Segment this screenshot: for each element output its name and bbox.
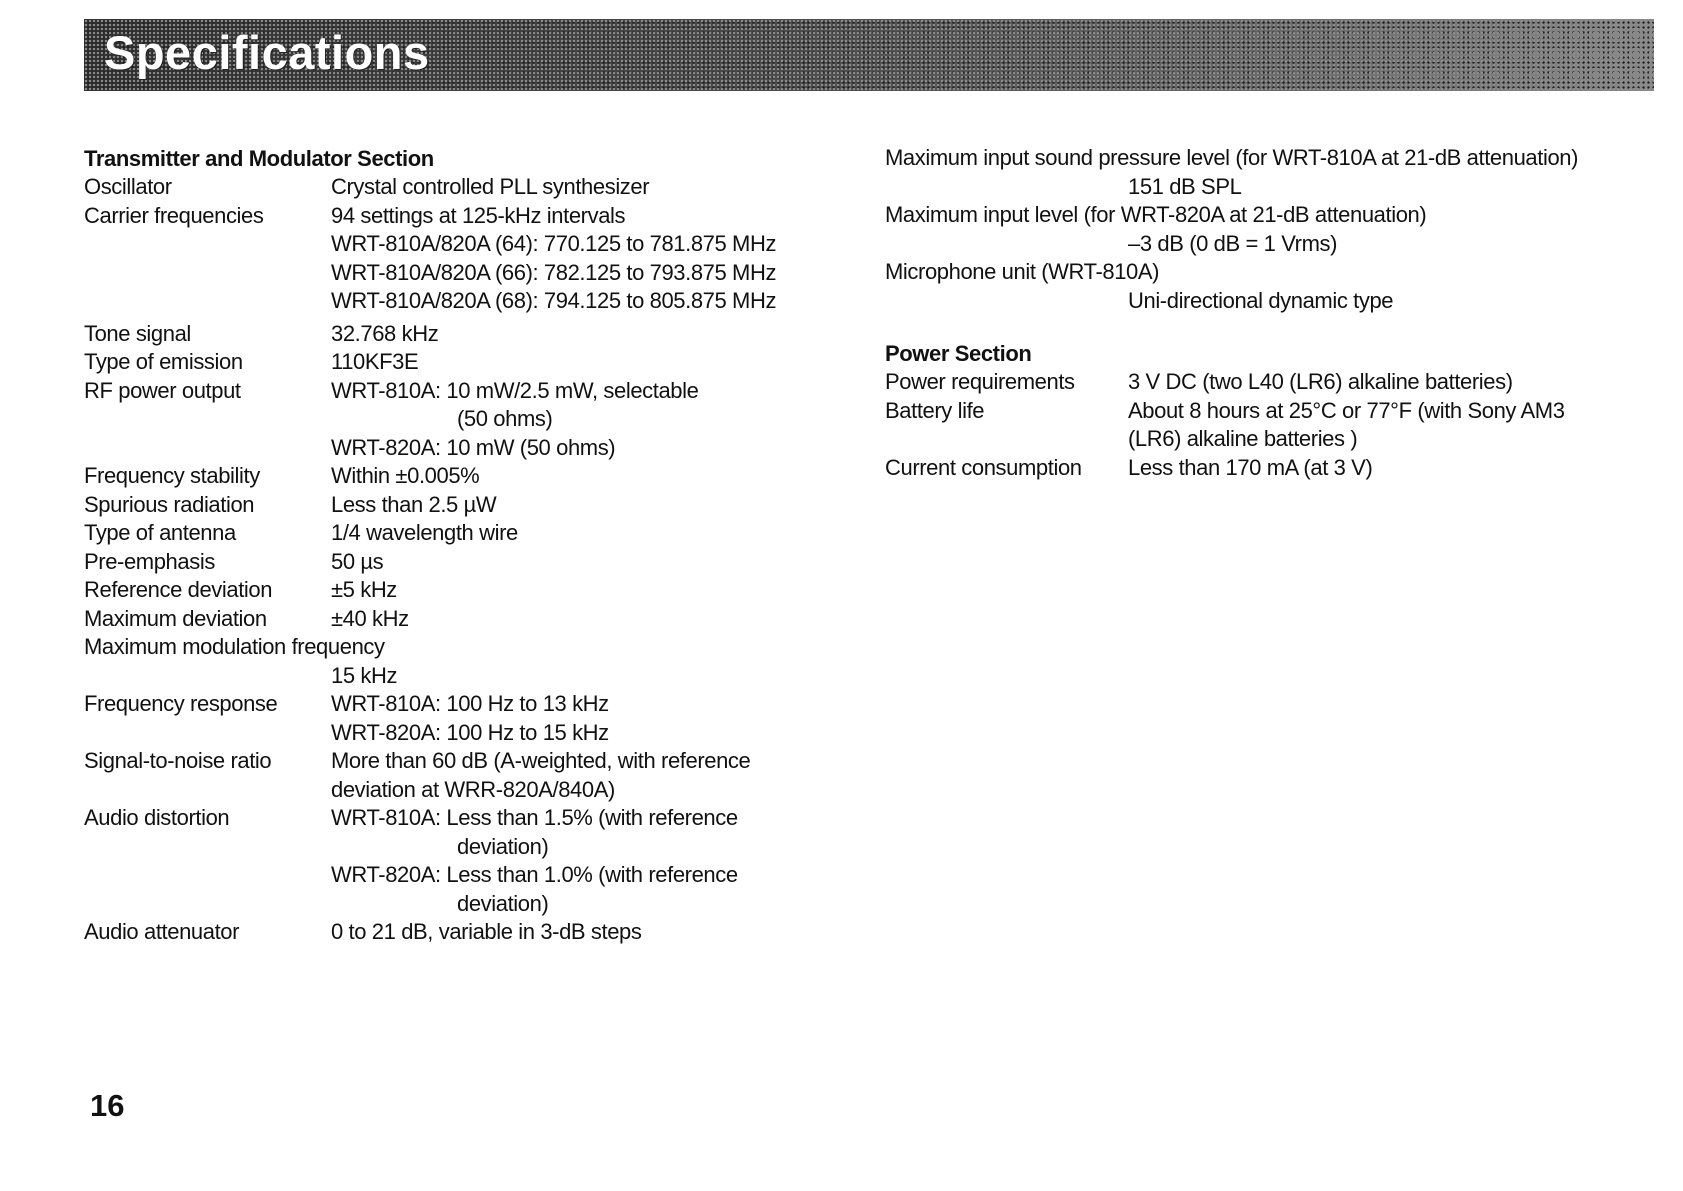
spec-row-tone-signal	[84, 320, 844, 349]
spec-row-spurious-radiation	[84, 491, 844, 520]
spec-label: Battery life	[885, 397, 985, 423]
spec-label: Reference deviation	[84, 577, 273, 602]
spec-label: Maximum input sound pressure level (for WRT-810A at 21-dB attenuation)	[885, 145, 1579, 170]
spec-label: Maximum input level (for WRT-820A at 21-dB attenuation)	[885, 202, 1427, 227]
section-title: Transmitter and Modulator Section	[84, 146, 434, 171]
spec-label: Frequency stability	[84, 463, 260, 488]
spec-label: RF power output	[84, 377, 241, 403]
spec-label: Maximum deviation	[84, 605, 267, 631]
page-number: 16	[90, 1088, 125, 1123]
spec-value: Less than 170 mA (at 3 V)	[1128, 454, 1373, 480]
spec-value: (LR6) alkaline batteries )	[1128, 426, 1358, 451]
spec-value: 151 dB SPL	[1128, 173, 1242, 199]
spec-label: Signal-to-noise ratio	[84, 748, 272, 773]
spec-value: Crystal controlled PLL synthesizer	[331, 174, 650, 199]
spec-value: 3 V DC (two L40 (LR6) alkaline batteries)	[1128, 369, 1513, 394]
spec-label: Microphone unit (WRT-810A)	[885, 259, 1160, 284]
spec-row-audio-attenuator	[84, 918, 844, 947]
input-and-power-section	[885, 144, 1645, 482]
spec-row-frequency-stability	[84, 462, 844, 491]
spec-label: Type of emission	[84, 349, 243, 374]
spec-label: Carrier frequencies	[84, 202, 264, 228]
spec-value: –3 dB (0 dB = 1 Vrms)	[1128, 230, 1338, 256]
spec-row-rf-power-output	[84, 377, 844, 463]
spec-value: ±5 kHz	[331, 577, 397, 602]
spec-value: 110KF3E	[331, 349, 419, 374]
spec-row-battery-life	[885, 397, 1645, 454]
section-title: Power Section	[885, 341, 1032, 366]
spec-row-pre-emphasis	[84, 548, 844, 577]
spec-value: (50 ohms)	[457, 406, 553, 431]
spec-label: Audio attenuator	[84, 919, 240, 944]
spec-row-signal-to-noise-ratio	[84, 747, 844, 804]
spec-value: 0 to 21 dB, variable in 3-dB steps	[331, 919, 642, 944]
spec-label: Tone signal	[84, 320, 191, 346]
spec-value: WRT-810A: Less than 1.5% (with reference	[331, 805, 738, 830]
transmitter-section	[84, 144, 844, 947]
spec-row-microphone-unit	[885, 258, 1645, 315]
spec-label: Power requirements	[885, 369, 1075, 394]
spec-value: WRT-820A: Less than 1.0% (with reference	[331, 862, 738, 887]
spec-value: deviation at WRR-820A/840A)	[331, 776, 615, 802]
spec-row-audio-distortion	[84, 804, 844, 918]
spec-label: Frequency response	[84, 691, 278, 716]
spec-row-power-requirements	[885, 368, 1645, 397]
spec-label: Pre-emphasis	[84, 548, 215, 574]
spec-row-type-of-antenna	[84, 519, 844, 548]
spec-label: Current consumption	[885, 454, 1082, 480]
spec-value: WRT-810A/820A (64): 770.125 to 781.875 MHz	[331, 231, 777, 256]
spec-value: 1/4 wavelength wire	[331, 520, 518, 545]
spec-value: More than 60 dB (A-weighted, with reference	[331, 748, 751, 773]
spec-value: WRT-810A/820A (66): 782.125 to 793.875 MHz	[331, 259, 777, 285]
page-header-banner	[84, 19, 1654, 91]
spec-row-frequency-response	[84, 690, 844, 747]
spec-value: WRT-820A: 100 Hz to 15 kHz	[331, 719, 609, 745]
spec-value: 50 µs	[331, 548, 384, 574]
spec-value: 32.768 kHz	[331, 320, 439, 346]
spec-value: WRT-820A: 10 mW (50 ohms)	[331, 434, 616, 460]
spec-value: deviation)	[457, 890, 549, 916]
spec-row-maximum-modulation-frequency	[84, 633, 844, 690]
spec-row-max-input-level	[885, 201, 1645, 258]
spec-value: WRT-810A: 10 mW/2.5 mW, selectable	[331, 377, 699, 403]
spec-value: About 8 hours at 25°C or 77°F (with Sony AM3	[1128, 397, 1565, 423]
spec-label: Spurious radiation	[84, 491, 255, 517]
spec-label: Oscillator	[84, 174, 172, 199]
page-title: Specifications	[104, 26, 430, 79]
spec-value: ±40 kHz	[331, 605, 409, 631]
spec-value: 94 settings at 125-kHz intervals	[331, 202, 626, 228]
spec-label: Type of antenna	[84, 520, 236, 545]
spec-row-type-of-emission	[84, 348, 844, 377]
spec-row-current-consumption	[885, 454, 1645, 483]
spec-value: WRT-810A/820A (68): 794.125 to 805.875 MHz	[331, 288, 777, 313]
spec-value: Less than 2.5 µW	[331, 491, 497, 517]
spec-row-reference-deviation	[84, 576, 844, 605]
spec-value: WRT-810A: 100 Hz to 13 kHz	[331, 691, 609, 716]
spec-label: Maximum modulation frequency	[84, 634, 385, 659]
spec-value: deviation)	[457, 833, 549, 859]
spec-value: Within ±0.005%	[331, 463, 480, 488]
spec-row-carrier-frequencies	[84, 202, 844, 316]
spec-row-oscillator	[84, 173, 844, 202]
spec-value: 15 kHz	[331, 662, 398, 688]
spec-row-max-input-sound-pressure	[885, 144, 1645, 201]
spec-row-maximum-deviation	[84, 605, 844, 634]
spec-value: Uni-directional dynamic type	[1128, 287, 1394, 313]
spec-label: Audio distortion	[84, 805, 230, 830]
